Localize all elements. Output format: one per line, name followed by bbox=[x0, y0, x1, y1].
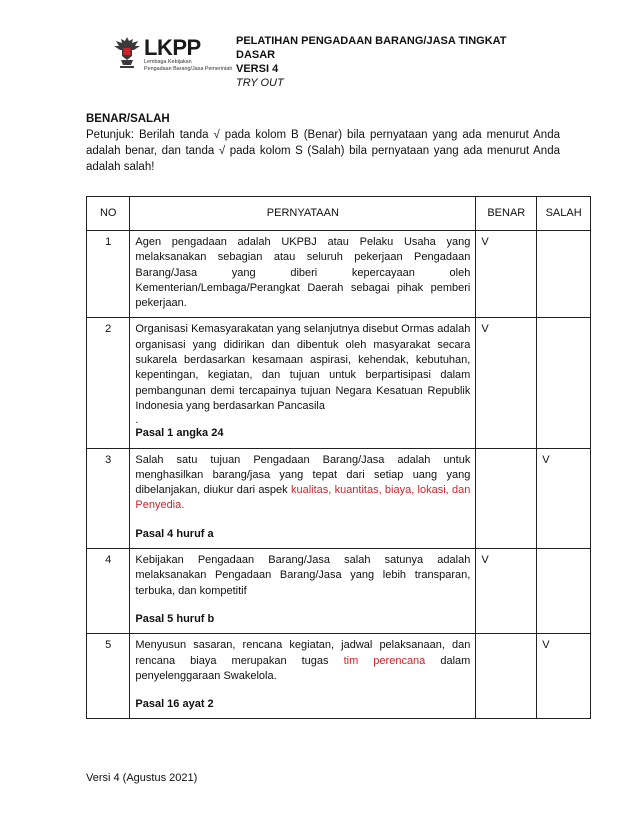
row-number: 3 bbox=[87, 448, 130, 548]
statement-text: Organisasi Kemasyarakatan yang selanjutnya disebut Ormas adalah organisasi yang didirikan dan dibentuk oleh masyarakat secara sukarela berdasarkan kesamaan aspirasi, kehendak, kebutuhan, kepentingan, kegiatan, dan tujuan untuk berpartisipasi dalam pembangunan demi tercapainya tujuan Negara Kesatuan Republik Indonesia yang berdasarkan Pancasila bbox=[135, 323, 471, 412]
table-row bbox=[87, 231, 591, 318]
pasal-reference: Pasal 5 huruf b bbox=[135, 612, 215, 625]
statement-text: Agen pengadaan adalah UKPBJ atau Pelaku Usaha yang melaksanakan sebagian atau seluruh pekerjaan Pengadaan Barang/Jasa yang diberi kepercayaan oleh Kementerian/Lembaga/Perangkat Daerah sebagai pihak pemberi pekerjaan. bbox=[135, 236, 471, 310]
title-line-4: TRY OUT bbox=[236, 77, 284, 89]
logo-subtitle: Lembaga Kebijakan Pengadaan Barang/Jasa Pemerintah bbox=[144, 59, 233, 72]
highlighted-text: tim perencana bbox=[343, 654, 426, 667]
garuda-emblem-icon bbox=[112, 34, 142, 70]
lkpp-logo bbox=[112, 34, 233, 76]
title-line-2: DASAR bbox=[236, 49, 276, 61]
statement-cell bbox=[130, 448, 476, 548]
table-header-row bbox=[87, 197, 591, 231]
title-line-1: PELATIHAN PENGADAAN BARANG/JASA TINGKAT bbox=[236, 35, 507, 47]
statement-cell bbox=[130, 318, 476, 448]
header-statement: PERNYATAAN bbox=[130, 197, 476, 231]
pasal-reference: Pasal 16 ayat 2 bbox=[135, 698, 214, 711]
benar-cell bbox=[476, 448, 537, 548]
benar-cell: V bbox=[476, 549, 537, 634]
table-row bbox=[87, 634, 591, 719]
page-footer: Versi 4 (Agustus 2021) bbox=[86, 772, 198, 784]
statement-extra: . bbox=[135, 414, 139, 427]
statement-text: Salah satu tujuan Pengadaan Barang/Jasa adalah untuk menghasilkan barang/jasa yang tepat dari setiap uang yang dibelanjakan, diukur dari aspek kualitas, kuantitas, biaya, lokasi, dan Penyedia. bbox=[135, 453, 471, 512]
statement-cell bbox=[130, 634, 476, 719]
pasal-reference: Pasal 1 angka 24 bbox=[135, 427, 224, 440]
row-number: 4 bbox=[87, 549, 130, 634]
salah-cell bbox=[537, 318, 591, 448]
benar-cell: V bbox=[476, 231, 537, 318]
statement-text: Kebijakan Pengadaan Barang/Jasa salah satunya adalah melaksanakan Pengadaan Barang/Jasa yang lebih transparan, terbuka, dan kompetitif bbox=[135, 554, 471, 597]
row-number: 1 bbox=[87, 231, 130, 318]
salah-cell bbox=[537, 231, 591, 318]
salah-cell: V bbox=[537, 634, 591, 719]
table-row bbox=[87, 448, 591, 548]
pasal-reference: Pasal 4 huruf a bbox=[135, 527, 214, 540]
table-row bbox=[87, 318, 591, 448]
statement-cell bbox=[130, 231, 476, 318]
salah-cell bbox=[537, 549, 591, 634]
header-benar: BENAR bbox=[476, 197, 537, 231]
highlighted-text: kualitas, kuantitas, biaya, lokasi, dan Penyedia. bbox=[135, 484, 471, 512]
header-salah: SALAH bbox=[537, 197, 591, 231]
question-table bbox=[86, 196, 591, 719]
row-number: 2 bbox=[87, 318, 130, 448]
salah-cell: V bbox=[537, 448, 591, 548]
row-number: 5 bbox=[87, 634, 130, 719]
statement-cell bbox=[130, 549, 476, 634]
document-title bbox=[236, 34, 507, 90]
benar-cell bbox=[476, 634, 537, 719]
statement-text: Menyusun sasaran, rencana kegiatan, jadwal pelaksanaan, dan rencana biaya merupakan tugas tim perencana dalam penyelenggaraan Swakelola. bbox=[135, 639, 471, 682]
table-row bbox=[87, 549, 591, 634]
title-line-3: VERSI 4 bbox=[236, 63, 279, 75]
document-header bbox=[112, 34, 542, 102]
instructions: Petunjuk: Berilah tanda √ pada kolom B (Benar) bila pernyataan yang ada menurut Anda adalah benar, dan tanda √ pada kolom S (Salah) bila pernyataan yang ada menurut Anda adalah salah! bbox=[86, 129, 560, 173]
header-no: NO bbox=[87, 197, 130, 231]
logo-wordmark: LKPP bbox=[144, 35, 201, 60]
benar-cell: V bbox=[476, 318, 537, 448]
section-title: BENAR/SALAH bbox=[86, 113, 170, 125]
